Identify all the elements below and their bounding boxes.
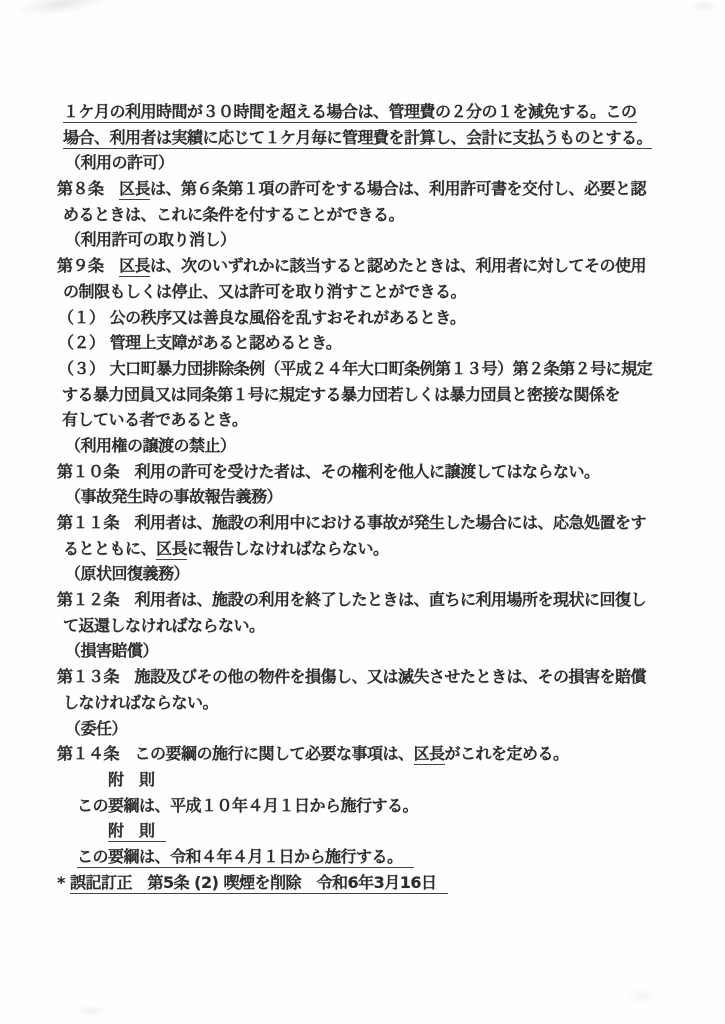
document-line — [65, 484, 712, 510]
text-segment: は、次のいずれかに該当すると認めたときは、利用者に対してその使用 — [150, 256, 647, 276]
document-line — [57, 870, 712, 896]
underlined-text-segment: 区長 — [119, 256, 151, 276]
document-line — [58, 305, 712, 331]
underlined-text-segment: 区長 — [119, 179, 151, 199]
text-segment: 第９条 — [57, 256, 120, 276]
text-segment: 第１２条 利用者は、施設の利用を終了したときは、直ちに利用場所を現状に回復し — [57, 590, 647, 610]
text-segment: （１） 公の秩序又は善良な風俗を乱すおそれがあるとき。 — [58, 307, 466, 327]
underlined-text-segment: 附 則 — [108, 821, 166, 842]
text-segment: 第１１条 利用者は、施設の利用中における事故が発生した場合には、応急処置をす — [57, 513, 647, 532]
text-segment: この要綱は、平成１０年４月１日から施行する。 — [77, 795, 419, 815]
document-line — [57, 459, 712, 485]
document-line — [57, 664, 712, 690]
text-segment: めるときは、これに条件を付することができる。 — [63, 204, 405, 224]
document-line — [65, 638, 712, 664]
underlined-text-segment: １ケ月の利用時間が３０時間を超える場合は、管理費の２分の１を減免する。この — [63, 102, 637, 121]
document-line — [57, 587, 712, 613]
document-line — [63, 690, 712, 716]
document-line — [58, 356, 712, 382]
document-line — [57, 176, 712, 202]
text-segment: （事故発生時の事故報告義務） — [65, 487, 283, 507]
text-segment: 附 則 — [108, 769, 155, 789]
document-line — [58, 330, 712, 356]
document-line — [63, 99, 712, 125]
scan-artifact-top-left — [13, 0, 115, 22]
document-text-body — [57, 99, 712, 895]
document-line — [62, 407, 712, 433]
document-line — [57, 741, 712, 767]
scan-artifact-bottom-left — [76, 1004, 106, 1018]
text-segment: に報告しなければならない。 — [187, 538, 389, 558]
text-segment: 第１３条 施設及びその他の物件を損傷し、又は滅失させたときは、その損害を賠償 — [57, 667, 647, 687]
text-segment: （利用権の譲渡の禁止） — [65, 435, 236, 455]
document-line — [77, 793, 712, 819]
text-segment: （３） 大口町暴力団排除条例（平成２４年大口町条例第１３号）第２条第２号に規定 — [58, 358, 653, 378]
text-segment: しなければならない。 — [63, 692, 219, 712]
underlined-text-segment: この要綱は、令和４年４月１日から施行する。 — [77, 847, 414, 868]
text-segment: （委任） — [65, 718, 128, 738]
underlined-text-segment: 区長 — [156, 538, 188, 558]
text-segment: 第１４条 この要綱の施行に関して必要な事項は、 — [57, 744, 414, 764]
document-line — [108, 767, 712, 793]
document-line — [65, 716, 712, 742]
text-segment: する暴力団員又は同条第１号に規定する暴力団若しくは暴力団員と密接な関係を — [62, 384, 621, 404]
text-segment: の制限もしくは停止、又は許可を取り消すことができる。 — [63, 281, 467, 301]
document-line — [65, 150, 712, 176]
document-line — [57, 510, 712, 536]
document-line — [65, 561, 712, 587]
document-line — [77, 844, 712, 870]
document-line — [57, 253, 712, 279]
text-segment: （損害賠償） — [65, 641, 159, 661]
document-line — [65, 433, 712, 459]
document-line — [108, 818, 712, 844]
document-line — [63, 279, 712, 305]
document-line — [63, 202, 712, 228]
document-line — [62, 382, 712, 408]
underlined-text-segment: 場合、利用者は実績に応じて１ケ月毎に管理費を計算し、会計に支払うものとする。 — [63, 127, 653, 147]
text-segment: * — [57, 872, 70, 892]
scan-artifact-bottom-right — [625, 988, 659, 1004]
text-segment: （２） 管理上支障があると認めるとき。 — [58, 333, 342, 353]
text-segment: （利用許可の取り消し） — [65, 230, 236, 250]
text-segment: て返還しなければならない。 — [63, 615, 265, 635]
text-segment: （利用の許可） — [65, 153, 174, 173]
text-segment: 有している者であるとき。 — [62, 410, 248, 430]
document-line — [63, 125, 712, 151]
scan-artifact-top-right — [689, 0, 719, 12]
text-segment: るとともに、 — [63, 538, 157, 558]
document-line — [63, 536, 712, 562]
text-segment: がこれを定める。 — [444, 744, 569, 764]
text-segment: 第８条 — [57, 179, 120, 199]
text-segment: （原状回復義務） — [65, 564, 190, 584]
underlined-text-segment: 区長 — [413, 744, 445, 764]
underlined-text-segment: 誤記訂正 第5条 (2) 喫煙を削除 令和6年3月16日 — [70, 873, 448, 894]
document-line — [65, 227, 712, 253]
text-segment: は、第６条第１項の許可をする場合は、利用許可書を交付し、必要と認 — [150, 179, 647, 199]
document-line — [63, 613, 712, 639]
text-segment: 第１０条 利用の許可を受けた者は、その権利を他人に譲渡してはならない。 — [57, 461, 600, 481]
